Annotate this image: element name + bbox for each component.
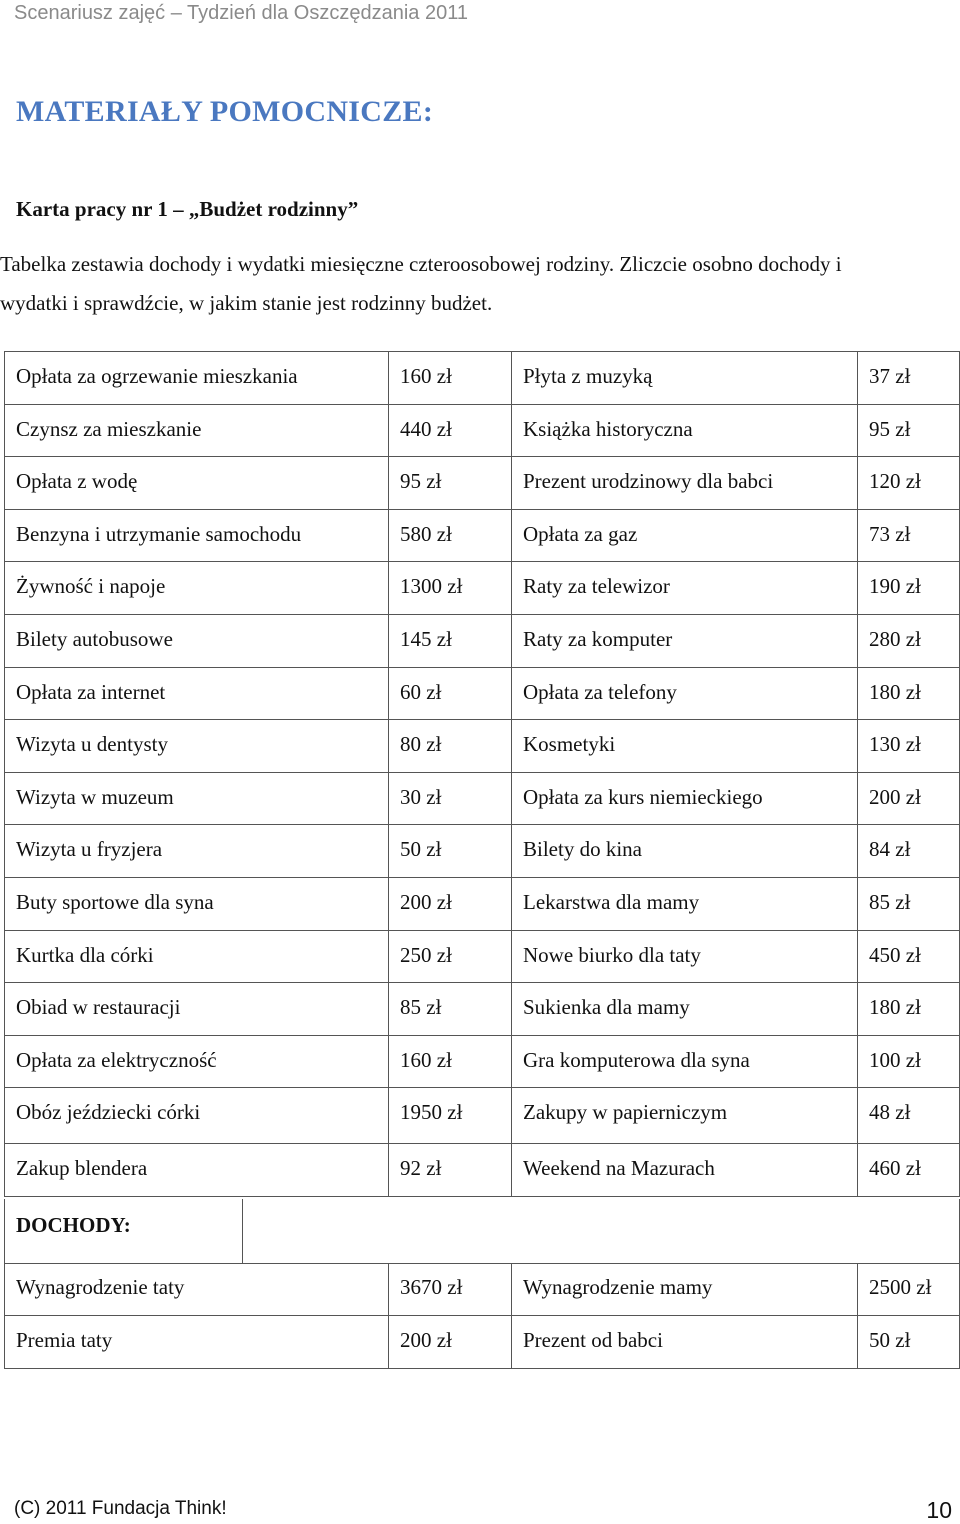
left-amount-cell [389,1088,512,1144]
right-amount: 180 zł [869,995,921,1020]
right-amount: 280 zł [869,626,921,651]
left-item: Premia taty [16,1328,113,1352]
income-heading-table [4,1199,960,1264]
left-amount: 250 zł [400,942,452,967]
income-heading: DOCHODY: [16,1213,131,1237]
right-item: Raty za telewizor [523,574,670,599]
table-row [5,877,960,930]
right-amount-cell [858,1316,960,1369]
left-amount-cell [389,720,512,773]
left-item: Wizyta w muzeum [16,784,174,809]
left-amount: 160 zł [400,364,452,388]
right-amount: 2500 zł [869,1275,932,1299]
left-item: Opłata za internet [16,679,166,704]
left-amount-cell [389,457,512,510]
table-row [5,1263,960,1316]
left-amount-cell [389,562,512,615]
right-amount: 50 zł [869,1328,911,1352]
right-item: Płyta z muzyką [523,364,653,388]
right-item-cell [512,352,858,405]
right-item: Opłata za kurs niemieckiego [523,784,763,809]
table-row [5,1316,960,1369]
right-item-cell [512,667,858,720]
left-amount: 1300 zł [400,574,463,599]
right-amount-cell [858,720,960,773]
left-item-cell [5,877,389,930]
left-item-cell [5,772,389,825]
left-amount: 85 zł [400,995,442,1020]
right-amount: 100 zł [869,1047,921,1072]
right-item-cell [512,720,858,773]
right-amount: 190 zł [869,574,921,599]
right-item-cell [512,614,858,667]
left-item: Benzyna i utrzymanie samochodu [16,521,302,546]
right-item-cell [512,1088,858,1144]
table-row [5,614,960,667]
left-item-cell [5,720,389,773]
right-item: Książka historyczna [523,416,693,441]
right-amount-cell [858,983,960,1036]
left-item: Opłata za elektryczność [16,1047,217,1072]
right-item-cell [512,562,858,615]
left-item-cell [5,1316,389,1369]
right-amount: 200 zł [869,784,921,809]
left-item-cell [5,983,389,1036]
table-row [5,720,960,773]
right-item-cell [512,930,858,983]
left-amount: 1950 zł [400,1100,463,1125]
left-item-cell [5,1263,389,1316]
right-amount: 85 zł [869,889,911,914]
right-amount-cell [858,1035,960,1088]
left-item: Obiad w restauracji [16,995,181,1020]
running-header: Scenariusz zajęć – Tydzień dla Oszczędzania 2011 [14,2,468,24]
left-amount: 80 zł [400,732,442,757]
right-item: Opłata za gaz [523,521,638,546]
right-amount-cell [858,1144,960,1197]
left-item-cell [5,509,389,562]
right-item: Raty za komputer [523,626,673,651]
right-amount-cell [858,457,960,510]
left-amount-cell [389,825,512,878]
left-amount-cell [389,352,512,405]
right-item-cell [512,457,858,510]
right-item: Gra komputerowa dla syna [523,1047,750,1072]
left-amount-cell [389,404,512,457]
left-item-cell [5,457,389,510]
right-amount-cell [858,930,960,983]
right-item: Zakupy w papierniczym [523,1100,728,1125]
left-item-cell [5,930,389,983]
right-amount-cell [858,877,960,930]
right-amount: 130 zł [869,732,921,757]
left-item: Czynsz za mieszkanie [16,416,202,441]
intro-line-1: Tabelka zestawia dochody i wydatki miesięczne czteroosobowej rodziny. Zliczcie osobno dochody i [0,252,842,276]
left-amount: 580 zł [400,521,452,546]
right-amount: 84 zł [869,837,911,862]
right-item-cell [512,1144,858,1197]
left-amount: 200 zł [400,889,452,914]
right-amount-cell [858,1263,960,1316]
left-amount-cell [389,667,512,720]
left-item: Żywność i napoje [16,574,166,599]
left-amount-cell [389,614,512,667]
left-item: Wynagrodzenie taty [16,1275,185,1299]
table-row [5,667,960,720]
left-item: Opłata za ogrzewanie mieszkania [16,364,298,388]
left-item-cell [5,1035,389,1088]
right-amount: 95 zł [869,416,911,441]
left-item: Buty sportowe dla syna [16,889,214,914]
right-item-cell [512,983,858,1036]
income-heading-cell [5,1199,243,1263]
right-item-cell [512,772,858,825]
right-item: Prezent od babci [523,1328,663,1352]
left-amount-cell [389,1316,512,1369]
left-amount-cell [389,772,512,825]
right-item: Weekend na Mazurach [523,1156,715,1181]
intro-line-2: wydatki i sprawdźcie, w jakim stanie jest rodzinny budżet. [0,291,493,315]
right-item: Prezent urodzinowy dla babci [523,469,774,494]
right-item: Bilety do kina [523,837,642,862]
table-row [5,825,960,878]
left-amount: 60 zł [400,679,442,704]
table-row [5,1144,960,1197]
left-item-cell [5,667,389,720]
table-row [5,1035,960,1088]
left-item: Wizyta u dentysty [16,732,168,757]
right-amount: 450 zł [869,942,921,967]
left-amount: 92 zł [400,1156,442,1181]
left-amount: 160 zł [400,1047,452,1072]
left-amount-cell [389,1263,512,1316]
left-amount-cell [389,983,512,1036]
right-amount-cell [858,614,960,667]
right-item-cell [512,825,858,878]
left-item-cell [5,562,389,615]
right-item-cell [512,1263,858,1316]
right-amount-cell [858,1088,960,1144]
table-row [5,1088,960,1144]
right-amount-cell [858,667,960,720]
right-amount: 73 zł [869,521,911,546]
left-amount-cell [389,509,512,562]
left-item: Kurtka dla córki [16,942,154,967]
table-row [5,562,960,615]
right-amount-cell [858,772,960,825]
left-item-cell [5,825,389,878]
table-row [5,772,960,825]
worksheet-intro [0,245,940,323]
left-item: Obóz jeździecki córki [16,1100,201,1125]
income-heading-row [5,1199,960,1263]
left-amount: 95 zł [400,469,442,494]
left-item-cell [5,1088,389,1144]
left-amount: 30 zł [400,784,442,809]
right-item: Lekarstwa dla mamy [523,889,700,914]
right-item: Nowe biurko dla taty [523,942,701,967]
left-item: Bilety autobusowe [16,626,173,651]
left-amount: 145 zł [400,626,452,651]
left-amount-cell [389,1144,512,1197]
right-item: Kosmetyki [523,732,616,757]
right-amount: 48 zł [869,1100,911,1125]
left-amount: 50 zł [400,837,442,862]
left-amount-cell [389,1035,512,1088]
left-item-cell [5,404,389,457]
right-item-cell [512,1035,858,1088]
right-amount-cell [858,352,960,405]
right-item-cell [512,509,858,562]
footer-page-number: 10 [926,1497,952,1523]
table-row [5,983,960,1036]
left-item: Opłata z wodę [16,469,138,494]
left-amount: 200 zł [400,1328,452,1352]
right-amount-cell [858,562,960,615]
right-amount: 37 zł [869,364,911,388]
left-item-cell [5,352,389,405]
section-heading: MATERIAŁY POMOCNICZE: [16,95,434,128]
right-item: Wynagrodzenie mamy [523,1275,713,1299]
right-item-cell [512,1316,858,1369]
right-amount: 460 zł [869,1156,921,1181]
right-item-cell [512,404,858,457]
left-amount: 440 zł [400,416,452,441]
expenses-table [4,351,960,1197]
footer-copyright: (C) 2011 Fundacja Think! [14,1498,227,1519]
right-amount-cell [858,404,960,457]
left-amount: 3670 zł [400,1275,463,1299]
left-item-cell [5,1144,389,1197]
right-item: Sukienka dla mamy [523,995,690,1020]
income-table [4,1263,960,1369]
right-amount: 120 zł [869,469,921,494]
table-row [5,352,960,405]
table-row [5,457,960,510]
income-heading-blank-cell [243,1199,960,1263]
right-amount: 180 zł [869,679,921,704]
left-item: Zakup blendera [16,1156,148,1181]
right-amount-cell [858,509,960,562]
table-row [5,509,960,562]
left-item-cell [5,614,389,667]
right-amount-cell [858,825,960,878]
right-item: Opłata za telefony [523,679,677,704]
right-item-cell [512,877,858,930]
left-amount-cell [389,877,512,930]
left-item: Wizyta u fryzjera [16,837,163,862]
table-row [5,404,960,457]
worksheet-title: Karta pracy nr 1 – „Budżet rodzinny” [16,197,359,221]
table-row [5,930,960,983]
left-amount-cell [389,930,512,983]
